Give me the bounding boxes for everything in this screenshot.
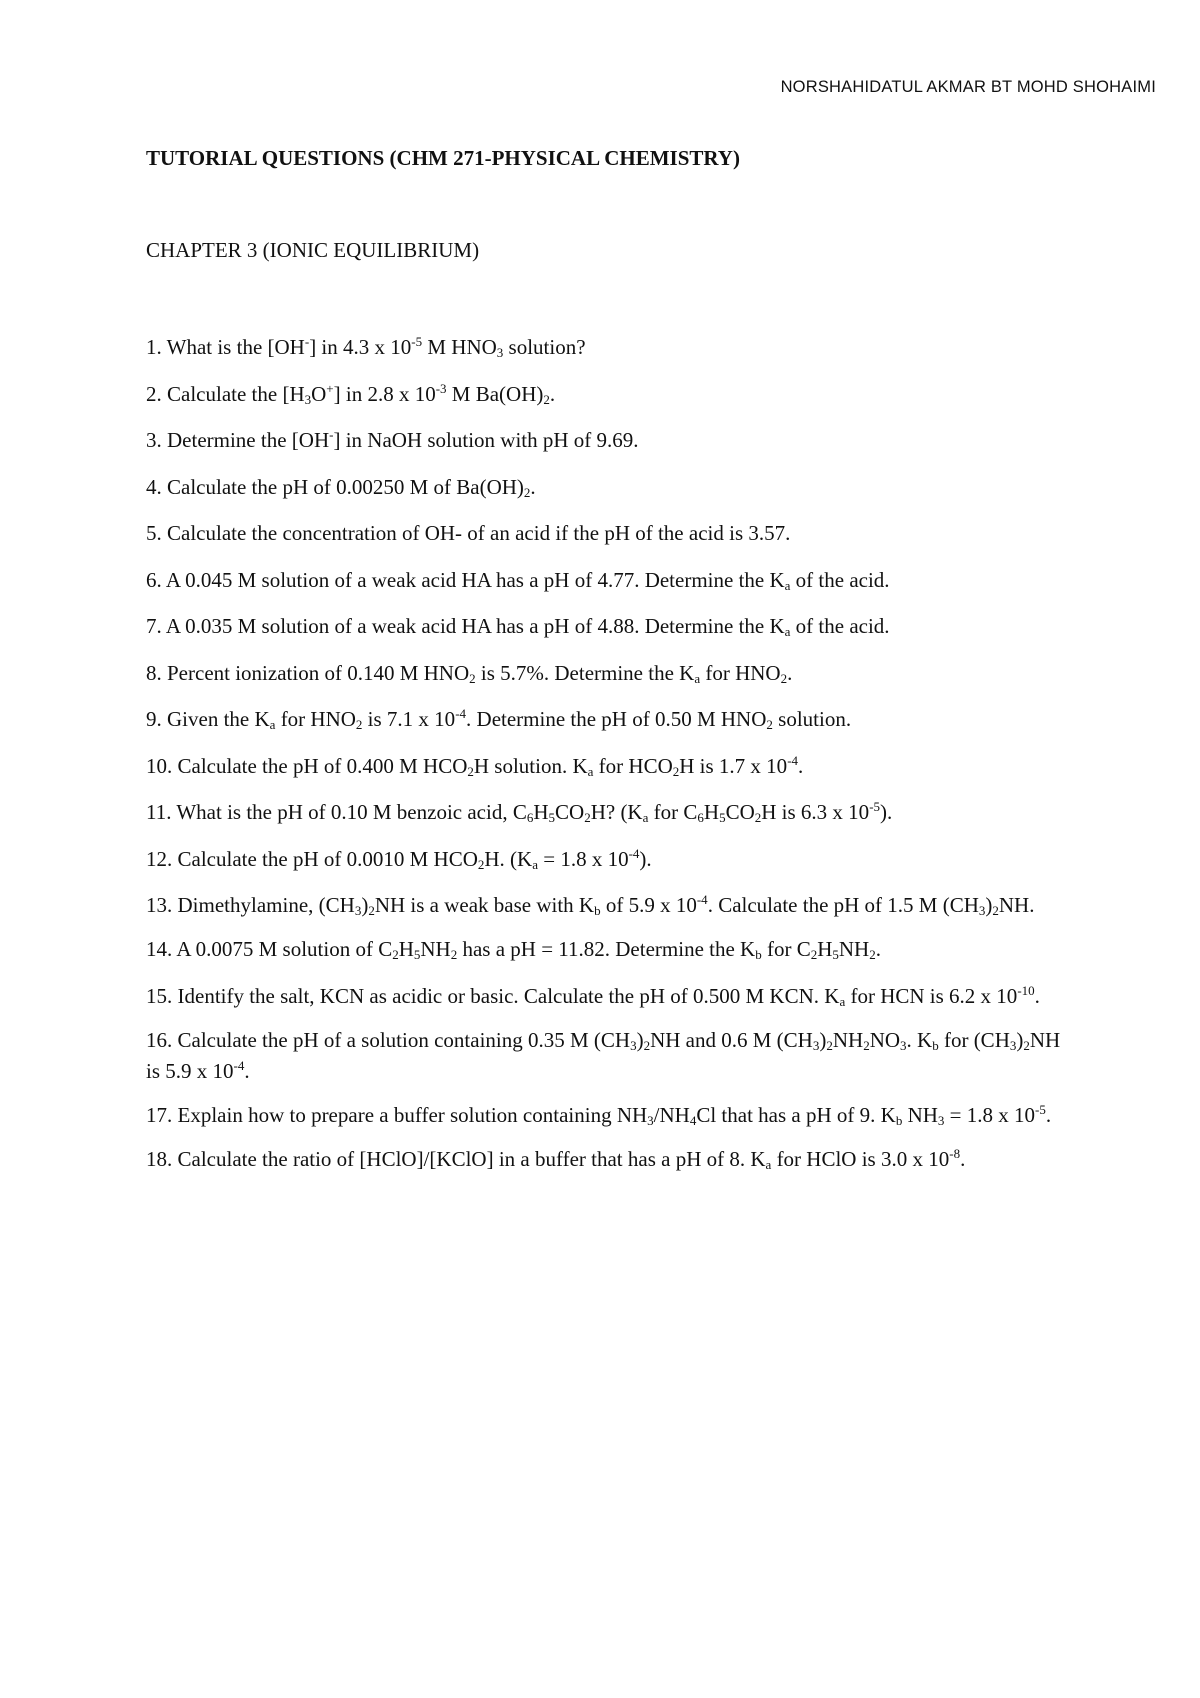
question-item: 15. Identify the salt, KCN as acidic or basic. Calculate the pH of 0.500 M KCN. $K_a$ for HCN is 6.2 x $10^{-10}$. — [146, 982, 1040, 1009]
question-item: 16. Calculate the pH of a solution containing 0.35 M $(CH_3)_2NH$ and 0.6 M $(CH_3)_2NH_2NO_3$. $K_b$ for $(CH_3)_2NH$ is 5.9 x $10^{-4}$. — [146, 1027, 1061, 1083]
question-item: 6. A 0.045 M solution of a weak acid HA has a pH of 4.77. Determine the $K_a$ of the acid. — [146, 567, 890, 593]
question-item: 3. Determine the [OH-] in NaOH solution with pH of 9.69. — [146, 427, 639, 452]
question-item: 7. A 0.035 M solution of a weak acid HA has a pH of 4.88. Determine the $K_a$ of the acid. — [146, 614, 890, 639]
author-header: NORSHAHIDATUL AKMAR BT MOHD SHOHAIMI — [780, 78, 1156, 96]
question-item: 14. A 0.0075 M solution of $C_2H_5NH_2$ has a pH = 11.82. Determine the $K_b$ for $C_2H_5NH_2$. — [146, 937, 881, 962]
question-item: 13. Dimethylamine, $(CH_3)_2NH$ is a weak base with $K_b$ of 5.9 x $10^{-4}$. Calculate the pH of 1.5 M $(CH_3)_2NH$. — [146, 892, 1035, 918]
question-item: 2. Calculate the $[H_3O^+]$ in 2.8 x $10^{-3}$ M $Ba(OH)_2$. — [146, 380, 556, 407]
chapter-heading: CHAPTER 3 (IONIC EQUILIBRIUM) — [146, 238, 480, 262]
question-list — [146, 332, 1076, 1190]
question-item: 18. Calculate the ratio of [HClO]/[KClO] in a buffer that has a pH of 8. $K_a$ for HClO is 3.0 x $10^{-8}$. — [146, 1145, 966, 1172]
question-item: 4. Calculate the pH of 0.00250 M of $Ba(OH)_2$. — [146, 474, 536, 500]
question-item: 11. What is the pH of 0.10 M benzoic acid, $C_6H_5CO_2H$? ($K_a$ for $C_6H_5CO_2H$ is 6.3 x $10^{-5}$). — [146, 799, 893, 825]
question-item: 8. Percent ionization of 0.140 M $HNO_2$ is 5.7%. Determine the $K_a$ for $HNO_2$. — [146, 660, 793, 686]
question-item: 12. Calculate the pH of 0.0010 M $HCO_2H$. ($K_a = 1.8$ x $10^{-4}$). — [146, 845, 652, 872]
question-item: 17. Explain how to prepare a buffer solution containing $NH_3/NH_4Cl$ that has a pH of 9. $K_b$ $NH_3 = 1.8$ x $10^{-5}$. — [146, 1101, 1052, 1128]
question-item: 1. What is the [OH-] in 4.3 x $10^{-5}$ M $HNO_3$ solution? — [146, 334, 586, 360]
document-title: TUTORIAL QUESTIONS (CHM 271-PHYSICAL CHEMISTRY) — [146, 146, 740, 170]
question-item: 5. Calculate the concentration of OH- of an acid if the pH of the acid is 3.57. — [146, 521, 791, 545]
question-item: 10. Calculate the pH of 0.400 M $HCO_2H$ solution. $K_a$ for $HCO_2H$ is 1.7 x $10^{-4}$. — [146, 752, 804, 779]
question-item: 9. Given the $K_a$ for $HNO_2$ is 7.1 x $10^{-4}$. Determine the pH of 0.50 M $HNO_2$ solution. — [146, 706, 852, 732]
